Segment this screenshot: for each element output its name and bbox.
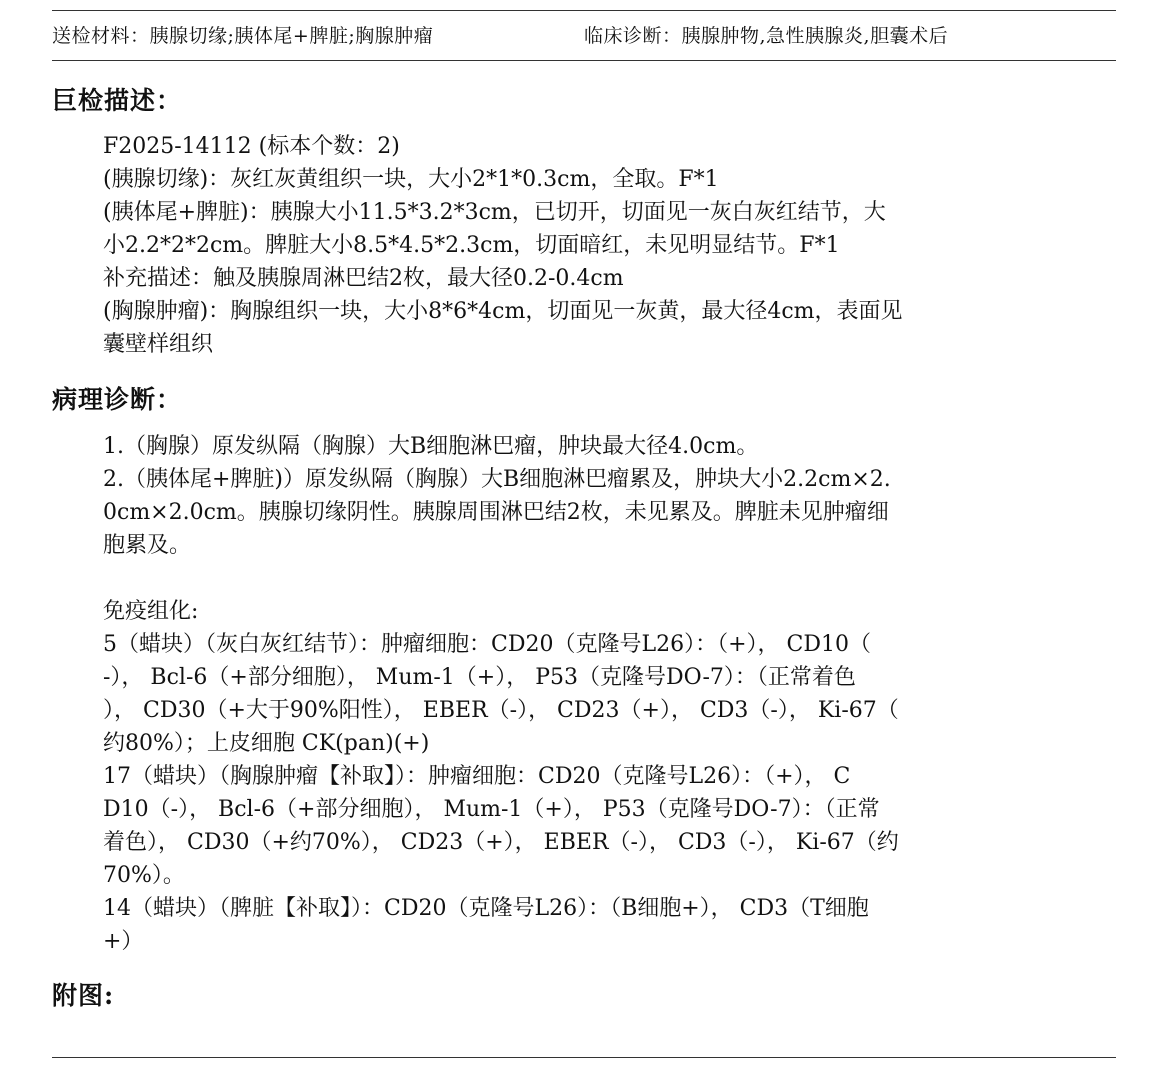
ihc-line: 14（蜡块）（脾脏【补取】）：CD20（克隆号L26）：（B细胞+）， CD3（T细胞 — [103, 896, 869, 921]
header-bottom-rule — [52, 60, 1116, 61]
gross-line: 补充描述：触及胰腺周淋巴结2枚，最大径0.2-0.4cm — [103, 266, 624, 291]
pathology-diagnosis-body — [103, 430, 1003, 562]
gross-line: 小2.2*2*2cm。脾脏大小8.5*4.5*2.3cm，切面暗红，未见明显结节。F*1 — [103, 233, 840, 258]
ihc-line: ）， CD30（+大于90%阳性）， EBER（-）， CD23（+）， CD3（-）， Ki-67（ — [103, 698, 899, 723]
gross-description-body — [103, 130, 1003, 361]
ihc-line: D10（-）， Bcl-6（+部分细胞）， Mum-1（+）， P53（克隆号DO-7）：（正常 — [103, 797, 880, 822]
diagnosis-line: 1.（胸腺）原发纵隔（胸腺）大B细胞淋巴瘤，肿块最大径4.0cm。 — [103, 434, 759, 459]
diagnosis-line: 0cm×2.0cm。胰腺切缘阴性。胰腺周围淋巴结2枚，未见累及。脾脏未见肿瘤细 — [103, 500, 889, 525]
header-top-rule — [52, 10, 1116, 11]
gross-description-title: 巨检描述： — [52, 86, 183, 115]
diagnosis-line: 胞累及。 — [103, 533, 192, 558]
gross-line: 囊壁样组织 — [103, 332, 214, 357]
ihc-line: 着色）， CD30（+约70%）， CD23（+）， EBER（-）， CD3（-）， Ki-67（约 — [103, 830, 899, 855]
footer-rule — [52, 1057, 1116, 1058]
ihc-line: +） — [103, 929, 144, 954]
ihc-line: 17（蜡块）（胸腺肿瘤【补取】）：肿瘤细胞：CD20（克隆号L26）：（+）， C — [103, 764, 851, 789]
gross-line: (胰腺切缘)：灰红灰黄组织一块，大小2*1*0.3cm，全取。F*1 — [103, 167, 719, 192]
gross-line: (胰体尾+脾脏)：胰腺大小11.5*3.2*3cm，已切开，切面见一灰白灰红结节，大 — [103, 200, 886, 225]
specimen-label: 送检材料：胰腺切缘;胰体尾+脾脏;胸腺肿瘤 — [52, 25, 434, 47]
gross-line: (胸腺肿瘤)：胸腺组织一块，大小8*6*4cm，切面见一灰黄，最大径4cm，表面见 — [103, 299, 903, 324]
ihc-line: 约80%）；上皮细胞 CK(pan)(+) — [103, 731, 430, 756]
clinical-diagnosis-label: 临床诊断：胰腺肿物,急性胰腺炎,胆囊术后 — [584, 25, 949, 47]
pathology-diagnosis-title: 病理诊断： — [52, 385, 183, 414]
ihc-line: 70%）。 — [103, 863, 185, 888]
ihc-heading: 免疫组化: — [103, 599, 199, 624]
immunohistochemistry-body — [103, 595, 1003, 958]
ihc-line: -）， Bcl-6（+部分细胞）， Mum-1（+）， P53（克隆号DO-7）：（正常着色 — [103, 665, 856, 690]
gross-line: F2025-14112 (标本个数：2) — [103, 134, 400, 159]
diagnosis-line: 2.（胰体尾+脾脏)）原发纵隔（胸腺）大B细胞淋巴瘤累及，肿块大小2.2cm×2. — [103, 467, 891, 492]
ihc-line: 5（蜡块）（灰白灰红结节）：肿瘤细胞：CD20（克隆号L26）：（+）， CD10（ — [103, 632, 871, 657]
attached-figures-title: 附图: — [52, 981, 115, 1010]
report-header — [52, 21, 1116, 51]
